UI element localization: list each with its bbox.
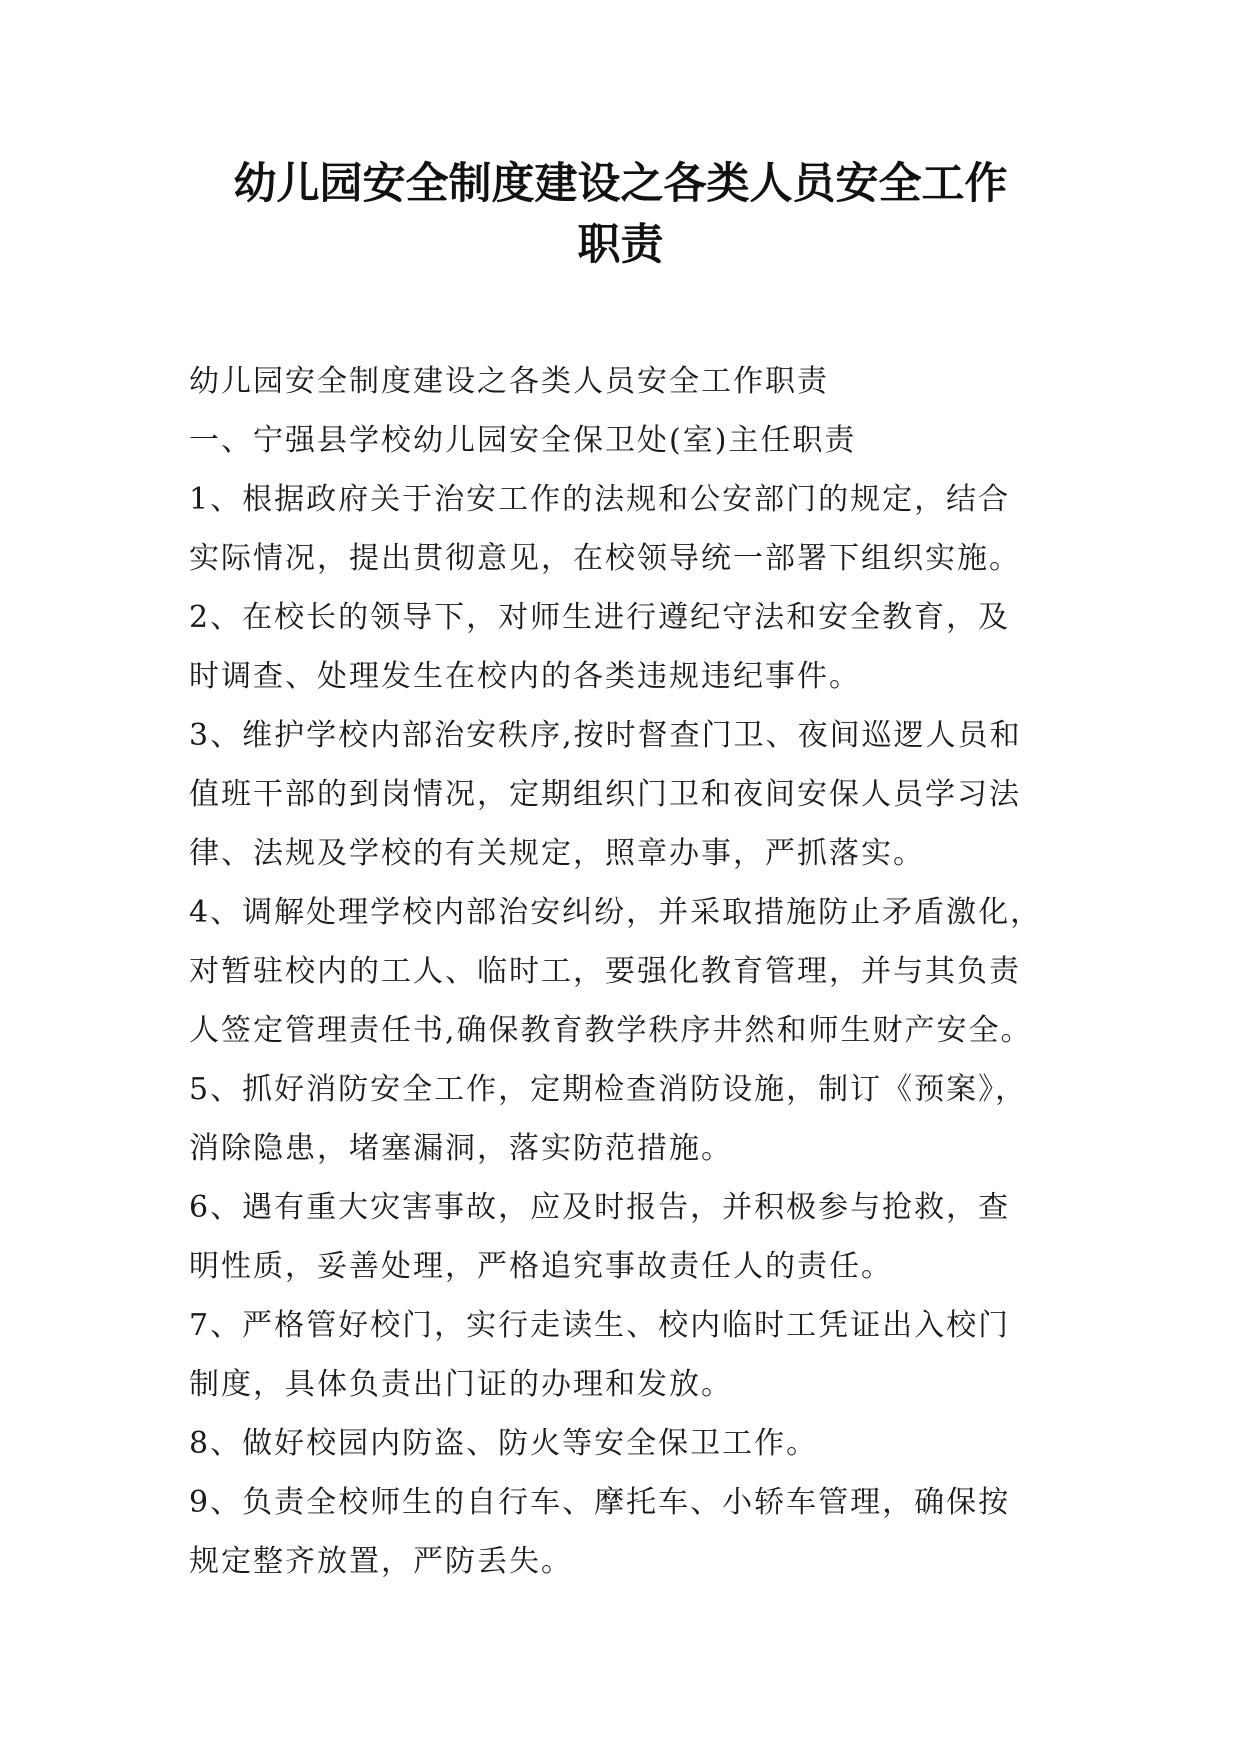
document-title-line-2: 职责: [577, 220, 664, 270]
body-line: 5、抓好消防安全工作，定期检查消防设施，制订《预案》，: [189, 1072, 1028, 1107]
body-line: 制度，具体负责出门证的办理和发放。: [189, 1367, 733, 1402]
body-line: 实际情况，提出贯彻意见，在校领导统一部署下组织实施。: [189, 541, 1021, 576]
body-line: 时调查、处理发生在校内的各类违规违纪事件。: [189, 659, 861, 694]
document-title-line-1: 幼儿园安全制度建设之各类人员安全工作: [233, 159, 1008, 209]
body-line: 3、维护学校内部治安秩序,按时督查门卫、夜间巡逻人员和: [189, 718, 1022, 753]
body-line: 对暂驻校内的工人、临时工，要强化教育管理，并与其负责: [189, 954, 1021, 989]
body-line: 4、调解处理学校内部治安纠纷，并采取措施防止矛盾激化，: [189, 895, 1043, 930]
body-line: 6、遇有重大灾害事故，应及时报告，并积极参与抢救，查: [189, 1190, 1011, 1225]
document-body: [189, 352, 1089, 1591]
body-line: 8、做好校园内防盗、防火等安全保卫工作。: [189, 1426, 819, 1461]
body-line: 人签定管理责任书,确保教育教学秩序井然和师生财产安全。: [189, 1013, 1033, 1048]
body-line: 规定整齐放置，严防丢失。: [189, 1544, 573, 1579]
body-line: 律、法规及学校的有关规定，照章办事，严抓落实。: [189, 836, 925, 871]
body-line: 消除隐患，堵塞漏洞，落实防范措施。: [189, 1131, 733, 1166]
body-line: 1、根据政府关于治安工作的法规和公安部门的规定，结合: [189, 482, 1011, 517]
body-line: 一、宁强县学校幼儿园安全保卫处(室)主任职责: [189, 423, 857, 458]
body-line: 2、在校长的领导下，对师生进行遵纪守法和安全教育，及: [189, 600, 1011, 635]
body-line: 幼儿园安全制度建设之各类人员安全工作职责: [189, 364, 829, 399]
body-line: 明性质，妥善处理，严格追究事故责任人的责任。: [189, 1249, 893, 1284]
body-line: 7、严格管好校门，实行走读生、校内临时工凭证出入校门: [189, 1308, 1011, 1343]
body-line: 9、负责全校师生的自行车、摩托车、小轿车管理，确保按: [189, 1485, 1011, 1520]
body-line: 值班干部的到岗情况，定期组织门卫和夜间安保人员学习法: [189, 777, 1021, 812]
